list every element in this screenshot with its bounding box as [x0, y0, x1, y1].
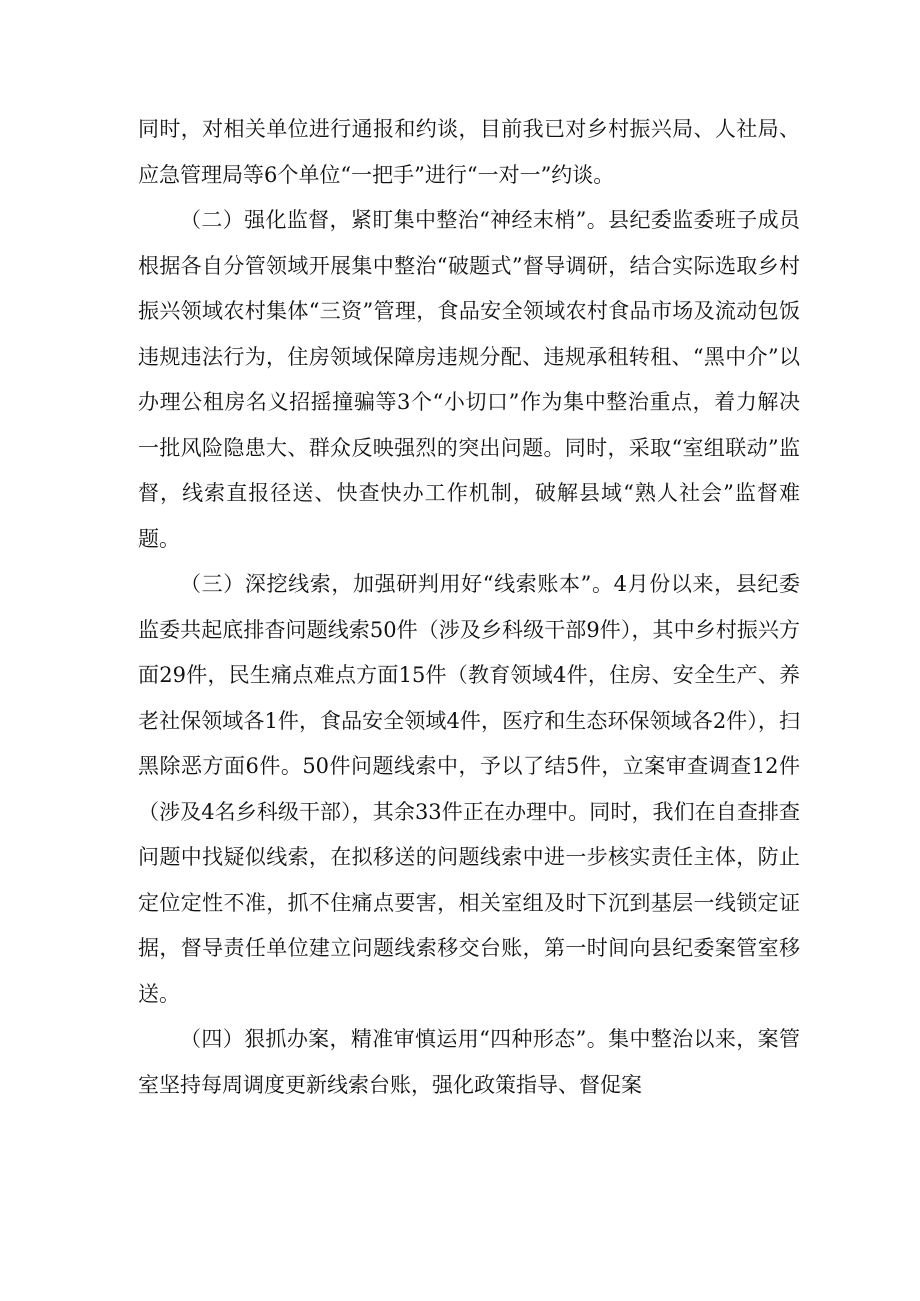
- document-body: [138, 107, 800, 1108]
- paragraph-section-two: （二）强化监督，紧盯集中整治“神经末梢”。县纪委监委班子成员根据各自分管领域开展集中整治“破题式”督导调研，结合实际选取乡村振兴领域农村集体“三资”管理，食品安全领域农村食品市场及流动包饭违规违法行为，住房领域保障房违规分配、违规承租转租、“黑中介”以办理公租房名义招摇撞骗等3个“小切口”作为集中整治重点，着力解决一批风险隐患大、群众反映强烈的突出问题。同时，采取“室组联动”监督，线索直报径送、快查快办工作机制，破解县域“熟人社会”监督难题。: [138, 208, 800, 551]
- paragraph-section-four: （四）狠抓办案，精准审慎运用“四种形态”。集中整治以来，案管室坚持每周调度更新线索台账，强化政策指导、督促案: [138, 1027, 800, 1097]
- paragraph-continuation: 同时，对相关单位进行通报和约谈，目前我已对乡村振兴局、人社局、应急管理局等6个单位“一把手”进行“一对一”约谈。: [138, 117, 800, 187]
- paragraph-section-three: （三）深挖线索，加强研判用好“线索账本”。4月份以来，县纪委监委共起底排杳问题线索50件（涉及乡科级干部9件），其中乡村振兴方面29件，民生痛点难点方面15件（教育领域4件，住房、安全生产、养老社保领域各1件，食品安全领域4件，医疗和生态环保领域各2件），扫黑除恶方面6件。50件问题线索中，予以了结5件，立案审查调查12件（涉及4名乡科级干部），其余33件正在办理中。同时，我们在自查排查问题中找疑似线索，在拟移送的问题线索中进一步核实责任主体，防止定位定性不准，抓不住痛点要害，相关室组及时下沉到基层一线锁定证据，督导责任单位建立问题线索移交台账，第一时间向县纪委案管室移送。: [138, 572, 800, 1006]
